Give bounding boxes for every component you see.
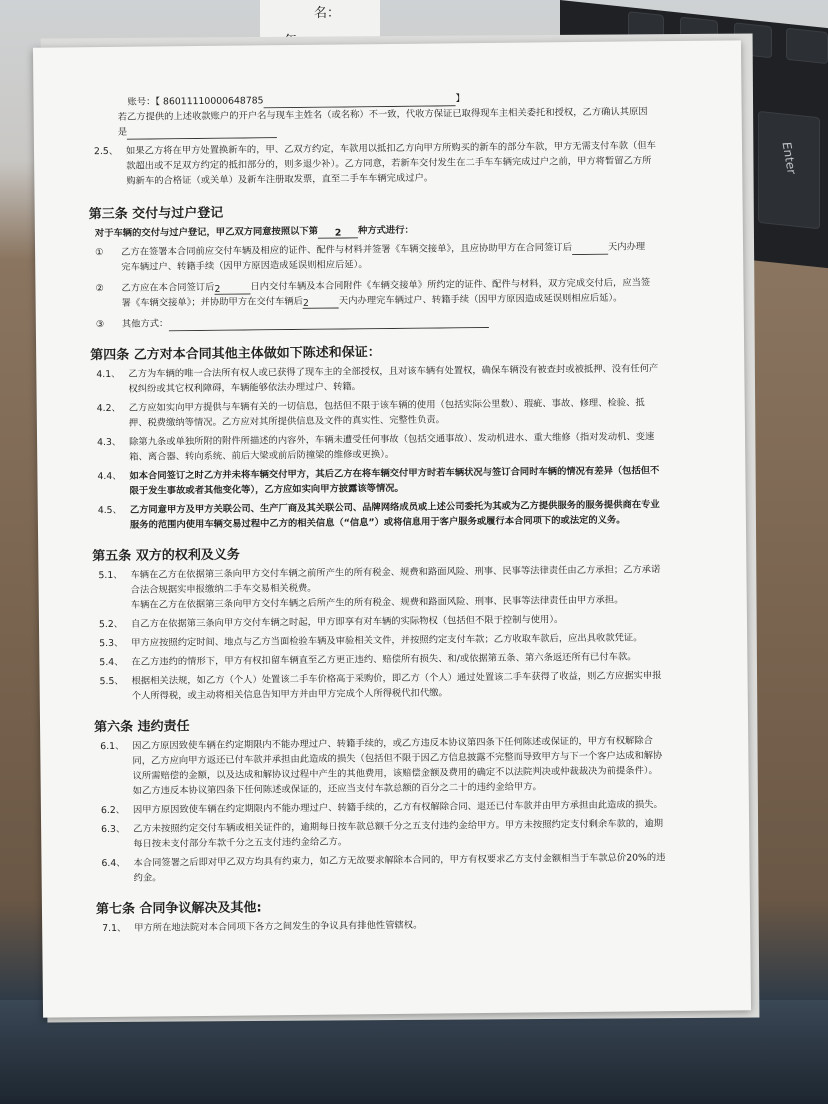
clause-number: 5.1、 — [98, 569, 123, 582]
section-5-title: 第五条 双方的权利及义务 — [92, 547, 240, 565]
intro-text: 对于车辆的交付与过户登记，甲乙双方同意按照以下第 — [94, 225, 319, 240]
clause-4-2 — [97, 395, 717, 431]
account-number: 账号：【 86011110000648785 — [127, 95, 264, 108]
clause-line: 权纠纷或其它权利障碍，车辆能够依法办理过户、转籍。 — [128, 381, 362, 395]
clause-line: 购新车的合格证（或关单）及新车注册取发票，直至二手车车辆完成过户。 — [126, 172, 434, 187]
clause-line: 除第九条或单独所附的附件所描述的内容外，车辆未遭受任何事故（包括交通事故）、发动机进水、重大维修（指对发动机、变速 — [129, 431, 655, 448]
option-1 — [95, 239, 715, 275]
clause-5-2 — [99, 611, 719, 632]
clause-line: 乙方同意甲方及甲方关联公司、生产厂商及其关联公司、品牌网络成员或上述公司委托为其或为乙方提供服务的服务提供商在专业 — [129, 499, 660, 516]
option-text: 日内交付车辆及本合同附件《车辆交接单》所约定的证件、配件与材料，双方完成交付后，应当签 — [250, 277, 651, 293]
clause-number: 6.1、 — [100, 740, 125, 753]
clause-2-5 — [94, 138, 714, 189]
clause-4-1 — [96, 361, 716, 397]
option-mark: ② — [95, 283, 104, 295]
clause-line: 因甲方原因致使车辆在约定期限内不能办理过户、转籍手续的，乙方有权解除合同、退还已付车款并由甲方承担由此造成的损失。 — [132, 799, 663, 816]
clause-line: 车辆在乙方在依据第三条向甲方交付车辆之后所产生的所有税金、规费和路面风险、刑事、民事等法律责任由甲方承担。 — [130, 594, 624, 611]
section-3-intro — [95, 220, 715, 241]
clause-number: 5.2、 — [98, 618, 124, 631]
clause-line: 自乙方在依据第三条向甲方交付车辆之时起，甲方即享有对车辆的实际物权（包括但不限于控制与使用）。 — [130, 614, 564, 630]
enter-key-label: Enter — [779, 141, 799, 175]
clause-6-1 — [100, 733, 721, 799]
confirm-reason-underline — [127, 125, 277, 140]
method-choice-value: 2 — [334, 227, 342, 239]
clause-line: 因乙方原因致使车辆在约定期限内不能办理过户、转籍手续的，或乙方违反本协议第四条下任何陈述或保证的，甲方有权解除合 — [132, 735, 653, 752]
clause-4-3 — [97, 429, 717, 465]
option-text: 天内办理 — [607, 241, 646, 253]
clause-line: 押、税费缴纳等情况。乙方应对其所提供信息及文件的真实性、完整性负责。 — [128, 414, 446, 429]
clause-line: 合法合规据实申报缴纳二手车交易相关税费。 — [130, 582, 317, 596]
enter-key — [758, 111, 820, 230]
clause-line: 车辆在乙方在依据第三条向甲方交付车辆之前所产生的所有税金、规费和路面风险、刑事、民事等法律责任由乙方承担；乙方承诺 — [130, 564, 661, 581]
clause-line: 约金。 — [133, 872, 162, 884]
clause-5-3 — [99, 630, 719, 651]
option-text: 署《车辆交接单》；并协助甲方在交付车辆后 — [121, 295, 303, 309]
clause-line: 根据相关法规，如乙方（个人）处置该二手车价格高于采购价，即乙方（个人）通过处置该二手车获得了收益，则乙方应据实申报 — [131, 670, 662, 687]
option-line — [122, 311, 716, 332]
section-7-title: 第七条 合同争议解决及其他: — [95, 900, 262, 918]
days-value: 2 — [214, 283, 221, 295]
clause-line: 乙方应如实向甲方提供与车辆有关的一切信息，包括但不限于该车辆的使用（包括实际公里数）、瑕疵、事故、修理、检验、抵 — [128, 397, 645, 414]
clause-5-1 — [98, 562, 718, 613]
intro-text: 种方式进行： — [357, 224, 414, 237]
section-4-title: 第四条 乙方对本合同其他主体做如下陈述和保证： — [90, 345, 381, 364]
clause-line: 限于发生事故或者其他变化等），乙方应如实向甲方披露该等情况。 — [129, 482, 404, 497]
account-close-bracket: 】 — [455, 93, 465, 105]
clause-number: 6.3、 — [101, 823, 126, 836]
option-2 — [95, 275, 715, 311]
option-mark: ③ — [95, 319, 105, 331]
clause-number: 6.2、 — [100, 804, 126, 817]
days-blank — [214, 281, 250, 294]
option-text: 其他方式： — [121, 318, 169, 330]
clause-line: 款超出或不足双方约定的抵扣部分的，则多退少补）。乙方同意，若新车交付发生在二手车车辆完成过户之前，甲方将暂留乙方所 — [126, 155, 652, 172]
days-blank — [303, 296, 339, 309]
option-mark: ① — [95, 247, 104, 259]
method-choice — [318, 225, 358, 238]
option-text: 乙方在签署本合同前应交付车辆及相应的证件、配件与材料并签署《车辆交接单》，且应协助甲方在合同签订后 — [121, 242, 573, 258]
clause-7-1 — [102, 915, 722, 936]
clause-number: 2.5、 — [93, 145, 119, 158]
clause-6-3 — [101, 816, 721, 852]
clause-line: 乙方未按照约定交付车辆或相关证件的，逾期每日按车款总额千分之五支付违约金给甲方。甲方未按照约定支付剩余车款的，逾期 — [133, 818, 664, 835]
clause-line: 在乙方违约的情形下，甲方有权扣留车辆直至乙方更正违约、赔偿所有损失、和/或依据第五条、第六条返还所有已付车款。 — [131, 651, 637, 668]
clause-line: 服务的范围内使用车辆交易过程中乙方的相关信息（“信息”）或将信息用于客户服务或履行本合同项下的或法定的义务。 — [129, 514, 626, 531]
clause-number: 4.4、 — [97, 470, 122, 483]
section-6-title: 第六条 违约责任 — [93, 719, 190, 736]
clause-6-2 — [101, 797, 721, 818]
section-3-title: 第三条 交付与过户登记 — [88, 205, 224, 223]
clause-line: 箱、离合器、转向系统、前后大梁或前后防撞梁的维修或更换）。 — [129, 448, 395, 463]
contract-page — [33, 40, 751, 1017]
clause-number: 5.4、 — [99, 656, 124, 669]
clause-6-4 — [101, 850, 721, 886]
clause-number: 4.5、 — [97, 504, 122, 517]
confirm-line-1: 若乙方提供的上述收款账户的开户名与现车主姓名（或名称）不一致，代收方保证已取得现车主相关委托和授权，乙方确认其原因 — [117, 106, 648, 123]
clause-number: 4.2、 — [96, 402, 121, 415]
clause-number: 4.3、 — [97, 436, 122, 449]
clause-line: 甲方应按照约定时间、地点与乙方当面检验车辆及审验相关文件，并按照约定支付车款；乙方收取车款后，应出具收款凭证。 — [131, 632, 643, 649]
option-3 — [96, 311, 716, 332]
days-value: 2 — [302, 297, 309, 309]
keyboard-key — [786, 28, 828, 64]
clause-line: 个人所得税，或主动将相关信息告知甲方并由甲方完成个人所得税代扣代缴。 — [131, 687, 448, 702]
clause-line: 甲方所在地法院对本合同项下各方之间发生的争议具有排他性管辖权。 — [134, 919, 423, 934]
clause-4-4 — [97, 463, 717, 499]
clause-line: 每日按未支付部分车款千分之五支付违约金给乙方。 — [133, 836, 348, 850]
clause-line: 乙方为车辆的唯一合法所有权人或已获得了现车主的全部授权，且对该车辆有处置权，确保车辆没有被查封或被抵押、没有任何产 — [128, 363, 659, 380]
clause-line: 议所需赔偿的金额，以及达成和解协议过程中产生的其他费用，该赔偿金额及费用的确定不以法院判决或仲裁裁决为前提条件）。 — [132, 765, 658, 782]
days-blank — [572, 242, 608, 255]
clause-number: 4.1、 — [96, 368, 121, 381]
clause-line: 如乙方违反本协议第四条下任何陈述或保证的，还应当支付车款总额的百分之二十的违约金给甲方。 — [132, 781, 542, 797]
clause-number: 5.3、 — [99, 637, 124, 650]
clause-line: 本合同签署之后即对甲乙双方均具有约束力，如乙方无故要求解除本合同的，甲方有权要求乙方支付金额相当于车款总价20%的违 — [133, 852, 666, 869]
option-text: 乙方应在本合同签订后 — [121, 281, 215, 294]
option-line: 完车辆过户、转籍手续（因甲方原因造成延误则相应后延）。 — [121, 259, 368, 273]
clause-number: 6.4、 — [101, 857, 126, 870]
contract-content — [88, 89, 722, 936]
clause-number: 7.1、 — [102, 922, 127, 935]
other-method-blank — [168, 315, 488, 331]
clause-line: 如果乙方将在甲方处置换新车的，甲、乙双方约定，车款用以抵扣乙方向甲方所购买的新车的部分车款，甲方无需支付车款（但车 — [125, 140, 656, 157]
clause-5-5 — [100, 668, 720, 704]
clause-number: 5.5、 — [99, 675, 124, 688]
underlying-paper-text-1: 名： — [314, 6, 341, 21]
clause-5-4 — [99, 649, 719, 670]
confirm-reason-label: 是 — [117, 126, 128, 138]
clause-4-5 — [98, 497, 718, 533]
option-text: 天内办理完车辆过户、转籍手续（因甲方原因造成延误则相应后延）。 — [338, 292, 623, 307]
clause-line: 同，乙方应向甲方返还已付车款并承担由此造成的损失（包括但不限于因乙方信息披露不完整而导致甲方与下一个客户达成和解协 — [132, 750, 663, 767]
clause-line: 如本合同签订之时乙方并未将车辆交付甲方，其后乙方在将车辆交付甲方时若车辆状况与签订合同时车辆的情况有差异（包括但不 — [129, 465, 660, 482]
